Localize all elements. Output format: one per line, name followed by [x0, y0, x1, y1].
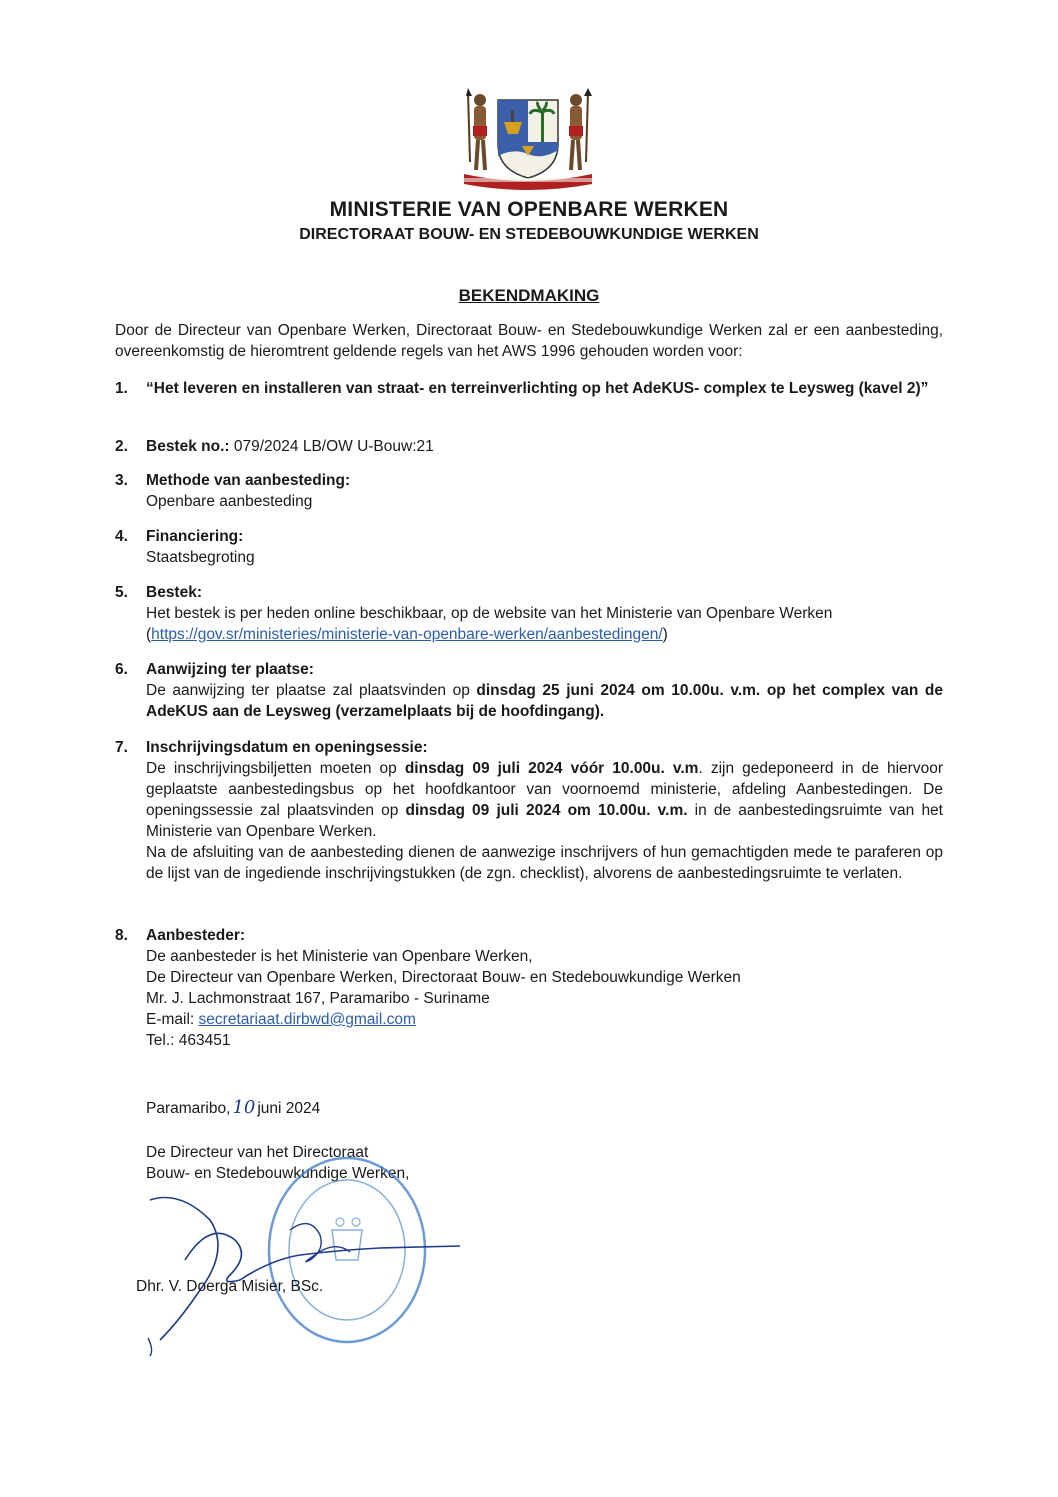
item-label: Bestek: — [146, 584, 202, 601]
item-body — [146, 526, 943, 568]
signatory-name: Dhr. V. Doerga Misier, BSc. — [136, 1278, 324, 1295]
deadline-date: dinsdag 09 juli 2024 vóór 10.00u. v.m — [404, 760, 699, 777]
address-line: Mr. J. Lachmonstraat 167, Paramaribo - Suriname — [146, 990, 490, 1007]
signatory-line: De Directeur van het Directoraat — [146, 1144, 369, 1161]
item-body — [146, 659, 943, 722]
item-number: 4. — [115, 528, 128, 545]
item-bold-text: dinsdag 25 juni 2024 om 10.00u. v.m. op het complex van de AdeKUS aan de Leysweg (verzamelplaats bij de hoofdingang). — [146, 682, 944, 720]
item-label: Aanwijzing ter plaatse: — [146, 661, 314, 678]
item-body — [146, 470, 943, 512]
item-body — [146, 737, 943, 884]
item-body — [146, 582, 943, 645]
contact-line: De Directeur van Openbare Werken, Directoraat Bouw- en Stedebouwkundige Werken — [146, 969, 741, 986]
text-run: in de aanbestedingsruimte van het Ministerie van Openbare Werken. — [146, 802, 943, 840]
item-number: 7. — [115, 739, 128, 756]
item-label: Financiering: — [146, 528, 244, 545]
item-label: Inschrijvingsdatum en openingsessie: — [146, 739, 428, 756]
item-value — [146, 680, 943, 722]
coat-of-arms-emblem — [458, 82, 598, 192]
item-number: 5. — [115, 584, 128, 601]
item-number: 1. — [115, 380, 128, 397]
item-text: De aanwijzing ter plaatse zal plaatsvinden op — [146, 682, 477, 699]
item-number: 6. — [115, 661, 128, 678]
directorate-heading: DIRECTORAAT BOUW- EN STEDEBOUWKUNDIGE WERKEN — [299, 226, 759, 243]
item-label: Methode van aanbesteding: — [146, 472, 351, 489]
handwritten-day: 10 — [232, 1097, 256, 1118]
item-number: 8. — [115, 927, 128, 944]
contact-line: De aanbesteder is het Ministerie van Openbare Werken, — [146, 948, 533, 965]
item-value: Het bestek is per heden online beschikbaar, op de website van het Ministerie van Openbare Werken — [146, 605, 833, 622]
item-label: Aanbesteder: — [146, 927, 246, 944]
link-paren-close: ) — [662, 626, 668, 643]
website-link-line — [146, 624, 943, 645]
date-text: juni 2024 — [257, 1100, 321, 1117]
place-date — [146, 1097, 320, 1119]
email-line — [146, 1009, 943, 1030]
item-value: Staatsbegroting — [146, 549, 255, 566]
text-run: De inschrijvingsbiljetten moeten op — [146, 760, 405, 777]
item-body — [146, 925, 943, 1051]
signatory-line: Bouw- en Stedebouwkundige Werken, — [146, 1165, 410, 1182]
phone-line: Tel.: 463451 — [146, 1032, 231, 1049]
item-body — [146, 436, 943, 457]
tender-website-link[interactable]: https://gov.sr/ministeries/ministerie-van-openbare-werken/aanbestedingen/ — [151, 626, 663, 643]
email-link[interactable]: secretariaat.dirbwd@gmail.com — [198, 1011, 416, 1028]
place-text: Paramaribo, — [146, 1100, 231, 1117]
item-number: 2. — [115, 438, 128, 455]
item-value: Openbare aanbesteding — [146, 493, 313, 510]
item-number: 3. — [115, 472, 128, 489]
bestek-number: 079/2024 LB/OW U-Bouw:21 — [229, 438, 434, 455]
deadline-paragraph — [146, 758, 943, 842]
email-label: E-mail: — [146, 1011, 199, 1028]
text-run: . zijn gedeponeerd in de hiervoor geplaatste aanbestedingsbus op het hoofdkantoor van voornoemd ministerie, afdeling Aanbestedingen. De openingssessie zal plaatsvinden op — [146, 760, 943, 819]
link-paren-open: ( — [146, 626, 152, 643]
ministry-heading: MINISTERIE VAN OPENBARE WERKEN — [329, 198, 729, 221]
session-date: dinsdag 09 juli 2024 om 10.00u. v.m. — [405, 802, 688, 819]
document-title: BEKENDMAKING — [458, 286, 600, 305]
item-label: Bestek no.: — [146, 438, 230, 455]
intro-paragraph: Door de Directeur van Openbare Werken, Directoraat Bouw- en Stedebouwkundige Werken zal er een aanbesteding, overeenkomstig de hieromtrent geldende regels van het AWS 1996 gehouden worden voor: — [115, 322, 943, 360]
project-title: “Het leveren en installeren van straat- en terreinverlichting op het AdeKUS- complex te Leysweg (kavel 2)” — [146, 380, 929, 397]
handwritten-signature — [140, 1160, 480, 1360]
checklist-paragraph: Na de afsluiting van de aanbesteding dienen de aanwezige inschrijvers of hun gemachtigden mede te paraferen op de lijst van de ingediende inschrijvingstukken (de zgn. checklist), alvorens de aanbestedingsruimte te verlaten. — [146, 844, 943, 882]
